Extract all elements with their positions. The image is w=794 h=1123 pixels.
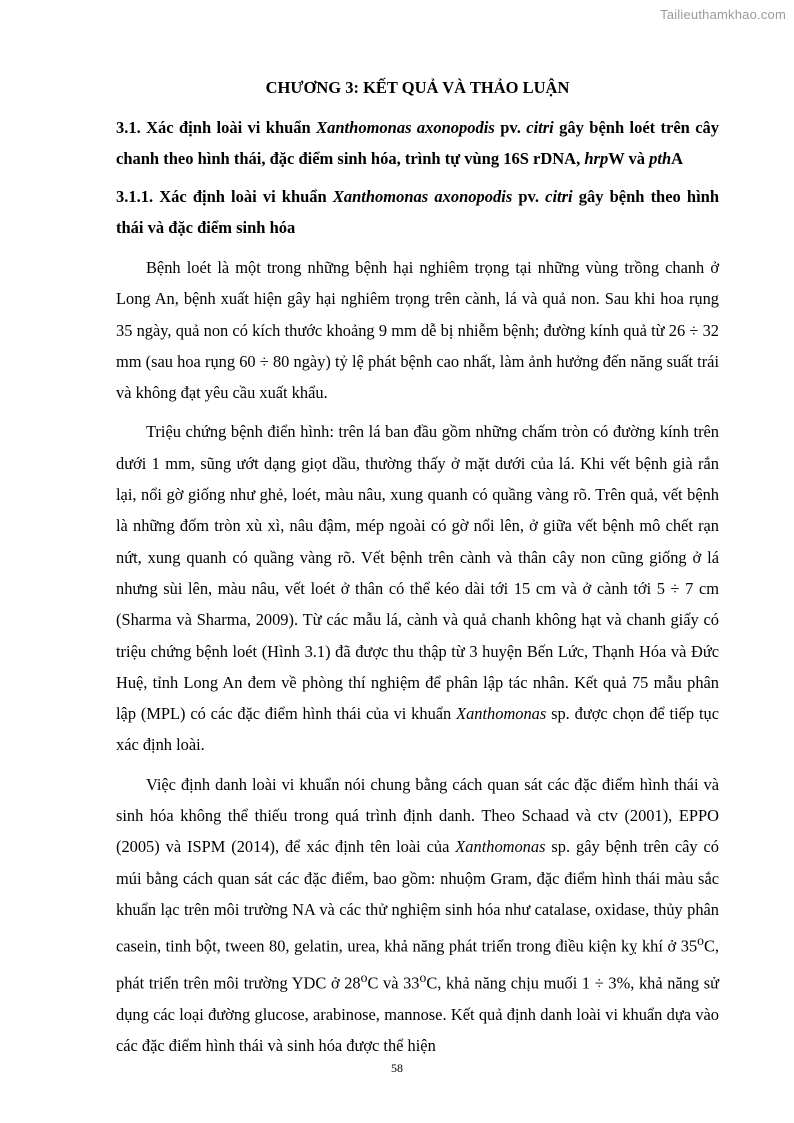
subsection-text-1: Xác định loài vi khuẩn (159, 187, 327, 206)
degree-sign-2: o (360, 970, 368, 985)
subsection-pathovar: citri (545, 187, 573, 206)
subsection-number: 3.1.1. (116, 187, 154, 206)
paragraph-3-text-d: C, khả năng chịu muối 1 ÷ 3%, khả năng sử dụng các loại đường glucose, arabinose, mannose. Kết quả định danh loài vi khuẩn dựa vào các đặc điểm hình thái và sinh hóa được thể hiện (116, 973, 719, 1056)
section-gene-pth: pth (649, 149, 672, 168)
section-gene-hrp-suffix: W và (608, 149, 646, 168)
subsection-species: Xanthomonas axonopodis (332, 187, 513, 206)
degree-sign-1: o (697, 933, 704, 949)
section-text-1: Xác định loài vi khuẩn (146, 118, 311, 137)
section-gene-hrp: hrp (584, 149, 609, 168)
paragraph-2-genus: Xanthomonas (456, 704, 547, 724)
section-species: Xanthomonas axonopodis (316, 118, 495, 137)
degree-sign-3: o (419, 970, 427, 985)
paragraph-3-text-b: sp. gây bệnh trên cây có múi bằng cách quan sát các đặc điểm, bao gồm: nhuộm Gram, đặc điểm hình thái màu sắc khuẩn lạc trên môi trường NA và các thử nghiệm sinh hóa như catalase, oxidase, thủy phân casein, tinh bột, tween 80, gelatin, urea, khả năng phát triển trong điều kiện kỵ khí ở 35 (116, 837, 719, 956)
section-pv: pv. (500, 118, 521, 137)
paragraph-3 (116, 769, 719, 1062)
paragraph-3-genus: Xanthomonas (455, 837, 546, 857)
section-text-2: gây bệnh loét trên cây chanh theo hình thái, đặc điểm sinh hóa, trình tự vùng 16S rDNA, (116, 118, 720, 168)
section-gene-pth-suffix: A (671, 149, 684, 168)
watermark: Tailieuthamkhao.com (660, 7, 786, 22)
section-heading (116, 112, 719, 174)
paragraph-3-text-c2: C và 33 (367, 973, 420, 993)
page-number: 58 (391, 1061, 403, 1075)
document-page (116, 72, 719, 1061)
section-pathovar: citri (526, 118, 554, 137)
subsection-text-2: gây bệnh theo hình thái và đặc điểm sinh hóa (116, 187, 720, 237)
section-number: 3.1. (116, 118, 141, 137)
paragraph-1: Bệnh loét là một trong những bệnh hại nghiêm trọng tại những vùng trồng chanh ở Long An, bệnh xuất hiện gây hại nghiêm trọng trên cành, lá và quả non. Sau khi hoa rụng 35 ngày, quả non có kích thước khoảng 9 mm dễ bị nhiễm bệnh; đường kính quả từ 26 ÷ 32 mm (sau hoa rụng 60 ÷ 80 ngày) tỷ lệ phát bệnh cao nhất, làm ảnh hưởng đến năng suất trái và không đạt yêu cầu xuất khẩu. (116, 258, 719, 403)
paragraph-2-text-a: Triệu chứng bệnh điển hình: trên lá ban đầu gồm những chấm tròn có đường kính trên dưới 1 mm, sũng ướt dạng giọt dầu, thường thấy ở mặt dưới của lá. Khi vết bệnh già rắn lại, nổi gờ giống như ghẻ, loét, màu nâu, xung quanh có quầng vàng rõ. Trên quả, vết bệnh là những đốm tròn xù xì, nâu đậm, mép ngoài có gờ nổi lên, ở giữa vết bệnh mô chết rạn nứt, xung quanh có quầng vàng rõ. Vết bệnh trên cành và thân cây non cũng giống ở lá nhưng sùi lên, màu nâu, vết loét ở thân có thể kéo dài tới 15 cm và ở cành tới 5 ÷ 7 cm (Sharma và Sharma, 2009). Từ các mẫu lá, cành và quả chanh không hạt và chanh giấy có triệu chứng bệnh loét (Hình 3.1) đã được thu thập từ 3 huyện Bến Lức, Thạnh Hóa và Đức Huệ, tỉnh Long An đem về phòng thí nghiệm để phân lập tác nhân. Kết quả 75 mẫu phân lập (MPL) có các đặc điểm hình thái của vi khuẩn (116, 422, 719, 724)
chapter-title: CHƯƠNG 3: KẾT QUẢ VÀ THẢO LUẬN (265, 78, 570, 97)
paragraph-3-text-a: Việc định danh loài vi khuẩn nói chung bằng cách quan sát các đặc điểm hình thái và sinh hóa không thể thiếu trong quá trình định danh. Theo Schaad và ctv (2001), EPPO (2005) và ISPM (2014), để xác định tên loài của (116, 774, 719, 857)
subsection-pv: pv. (518, 187, 540, 206)
subsection-heading (116, 181, 719, 243)
paragraph-3-text-c1: C, phát triển trên môi trường YDC ở 28 (116, 936, 719, 993)
paragraph-2-text-b: sp. được chọn để tiếp tục xác định loài. (116, 704, 719, 755)
paragraph-2 (116, 416, 719, 760)
